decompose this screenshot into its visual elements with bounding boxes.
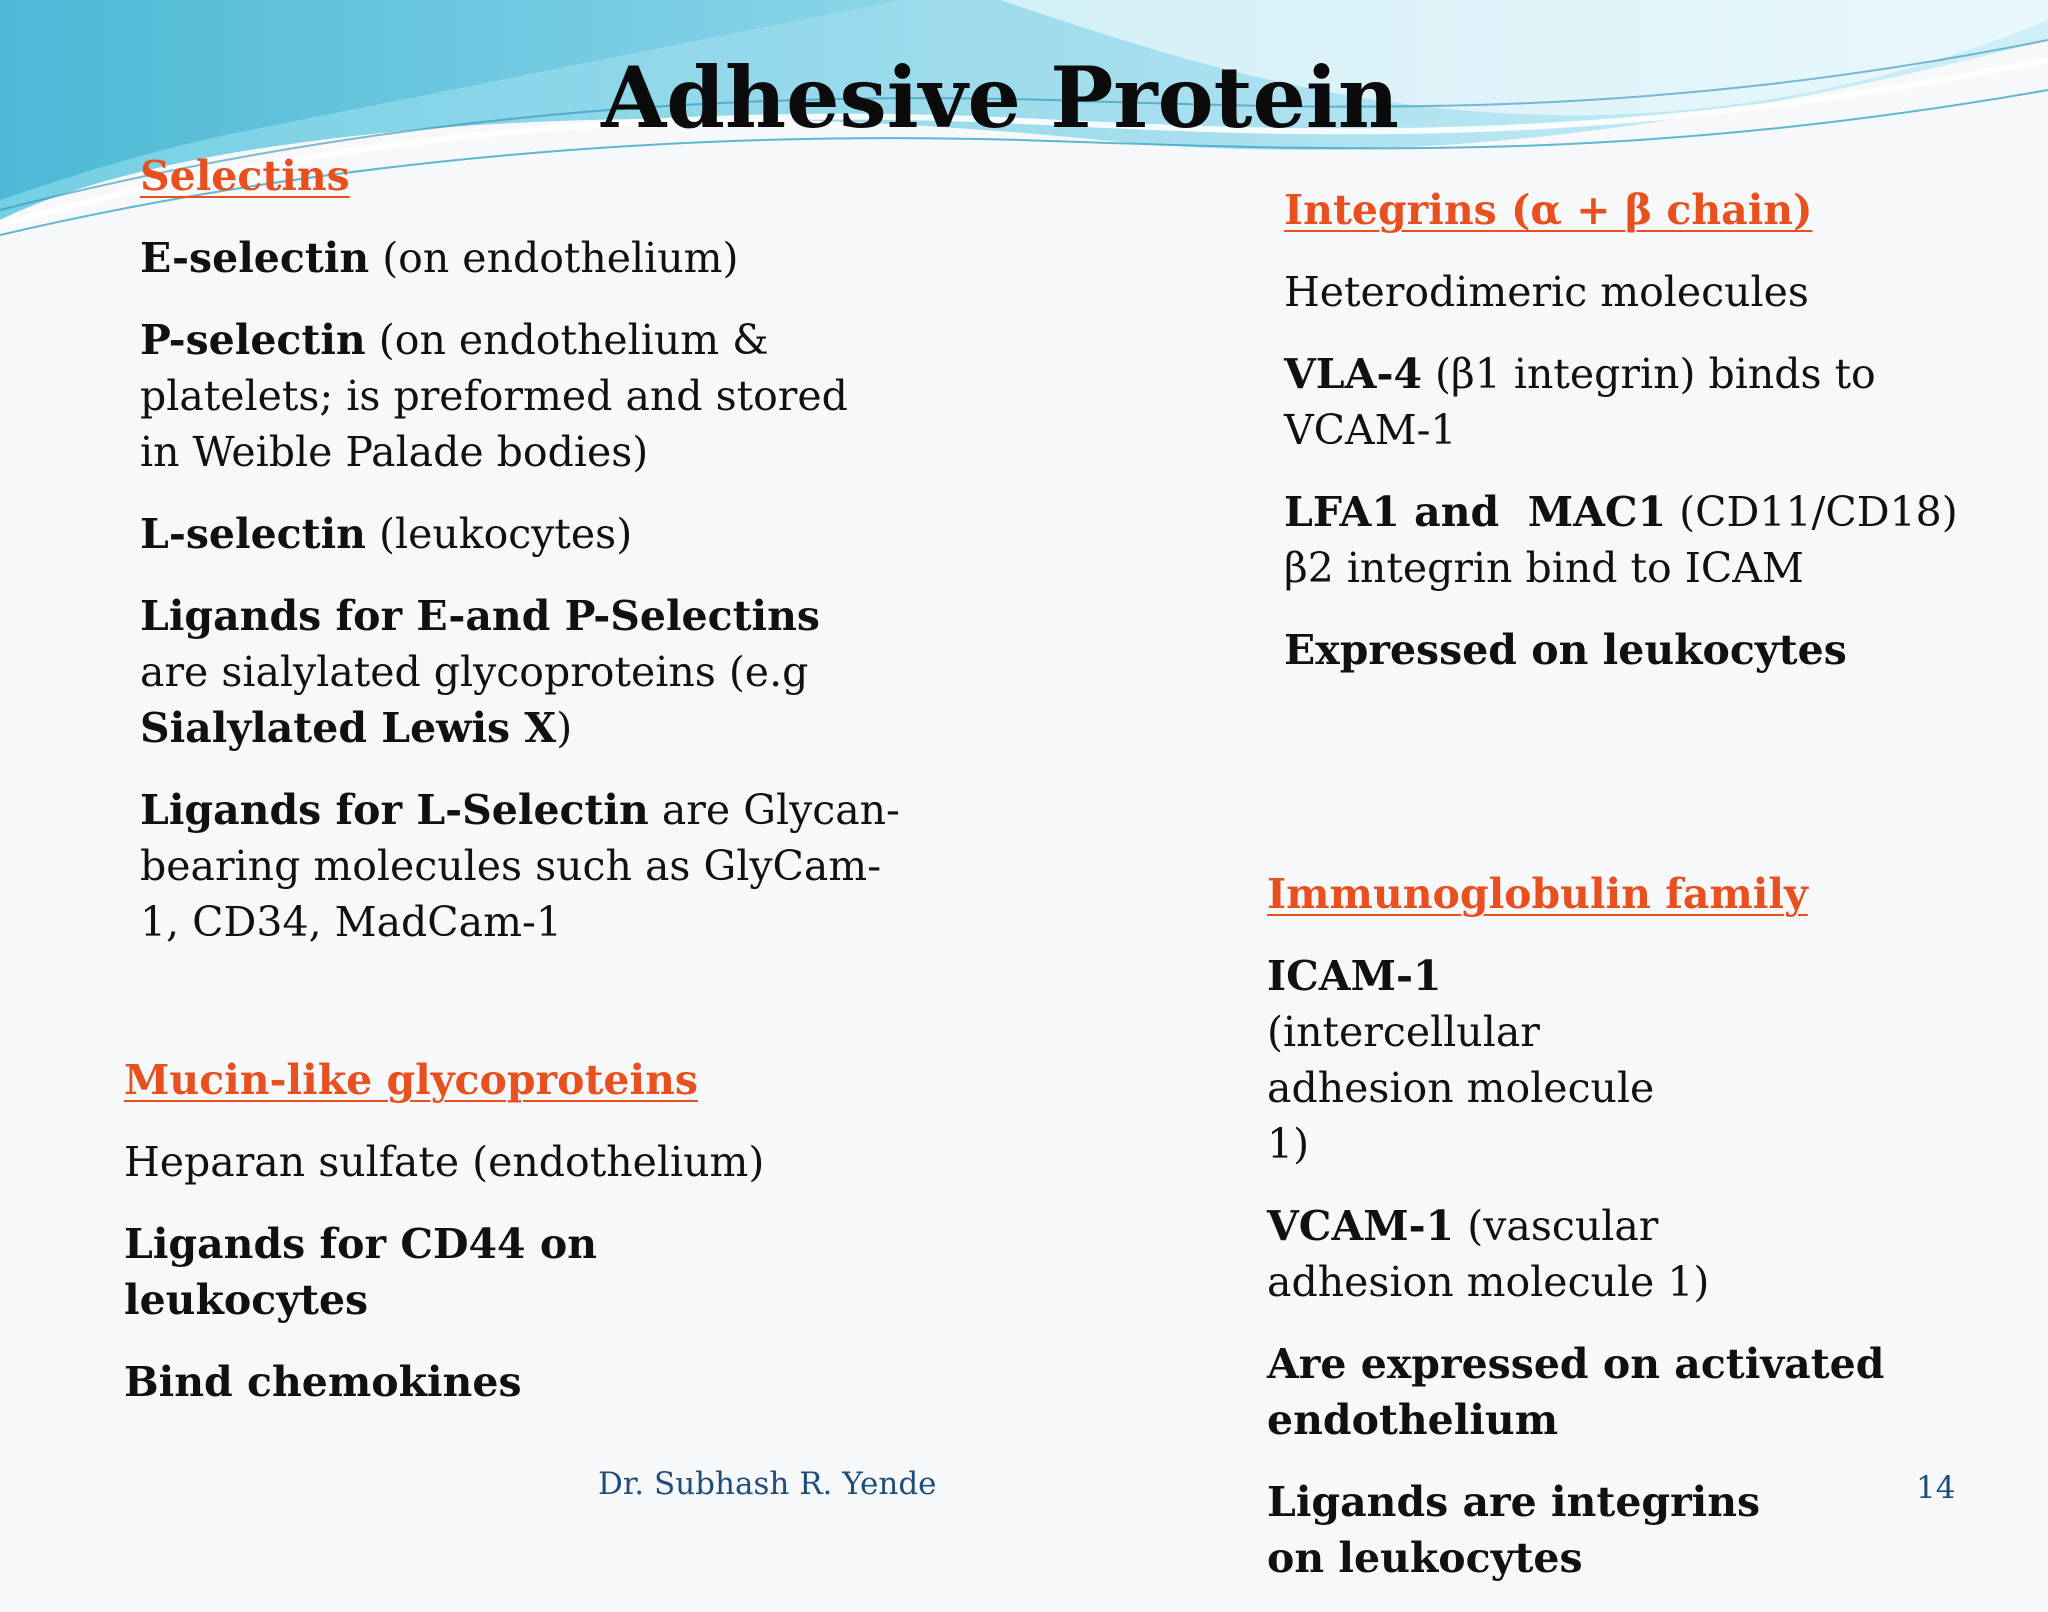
- mucin-item-cd44: [124, 1216, 604, 1328]
- immunoglobulin-item-vcam1: [1267, 1198, 1827, 1310]
- immunoglobulin-item-icam1: [1267, 948, 1707, 1172]
- integrins-section: [1284, 182, 2004, 704]
- immunoglobulin-section: [1267, 866, 1987, 1612]
- item-bold-text: E-selectin: [140, 234, 370, 282]
- item-bold-text: Ligands for L-Selectin: [140, 786, 649, 834]
- mucin-heading: Mucin-like glycoproteins: [124, 1056, 698, 1104]
- item-text: (leukocytes): [365, 510, 633, 558]
- integrins-heading: Integrins (α + β chain): [1284, 186, 1813, 234]
- selectins-item-ligands-l: [140, 782, 900, 950]
- item-text: (on endothelium): [369, 234, 739, 282]
- selectins-item-e-selectin: [140, 230, 900, 286]
- item-bold-text: Expressed on leukocytes: [1284, 626, 1847, 674]
- item-text: (CD11/CD18) β2 integrin bind to ICAM: [1284, 488, 1958, 592]
- integrins-item-expressed: [1284, 622, 2004, 678]
- selectins-item-p-selectin: [140, 312, 900, 480]
- item-bold-text: Are expressed on activated endothelium: [1267, 1340, 1885, 1444]
- selectins-item-ligands-ep: [140, 588, 900, 756]
- item-text: (on endothelium & platelets; is preformed and stored in Weible Palade bodies): [140, 316, 848, 476]
- mucin-item-chemokines: [124, 1354, 884, 1410]
- immunoglobulin-item-ligands: [1267, 1474, 1827, 1586]
- item-bold-text-2: Sialylated Lewis X: [140, 704, 557, 752]
- slide-title: Adhesive Protein: [601, 48, 1399, 147]
- item-text: (β1 integrin) binds to VCAM-1: [1284, 350, 1876, 454]
- integrins-item-lfa1-mac1: [1284, 484, 2004, 596]
- item-bold-text: VCAM-1: [1267, 1202, 1455, 1250]
- page-number: 14: [1916, 1470, 1956, 1506]
- item-bold-text: Ligands for CD44 on leukocytes: [124, 1220, 598, 1324]
- item-bold-text: VLA-4: [1284, 350, 1422, 398]
- item-bold-text: ICAM-1: [1267, 952, 1442, 1000]
- item-bold-text: Bind chemokines: [124, 1358, 522, 1406]
- item-text-2: ): [556, 704, 573, 752]
- selectins-heading: Selectins: [140, 152, 350, 200]
- integrins-item-heterodimeric: [1284, 264, 2004, 320]
- selectins-section: [140, 148, 900, 976]
- integrins-item-vla4: [1284, 346, 2004, 458]
- item-bold-text: LFA1 and MAC1: [1284, 488, 1667, 536]
- immunoglobulin-item-activated: [1267, 1336, 1907, 1448]
- item-text: (vascular adhesion molecule 1): [1267, 1202, 1710, 1306]
- immunoglobulin-heading: Immunoglobulin family: [1267, 870, 1808, 918]
- footer-author: Dr. Subhash R. Yende: [598, 1466, 937, 1502]
- item-text: Heterodimeric molecules: [1284, 268, 1809, 316]
- item-text: are sialylated glycoproteins (e.g: [140, 648, 809, 696]
- item-text: Heparan sulfate (endothelium): [124, 1138, 765, 1186]
- item-bold-text: Ligands are integrins on leukocytes: [1267, 1478, 1761, 1582]
- item-bold-text: L-selectin: [140, 510, 366, 558]
- mucin-item-heparan: [124, 1134, 884, 1190]
- item-bold-text: P-selectin: [140, 316, 366, 364]
- selectins-item-l-selectin: [140, 506, 900, 562]
- item-text: are Glycan-bearing molecules such as GlyCam-1, CD34, MadCam-1: [140, 786, 900, 946]
- mucin-section: [124, 1052, 884, 1436]
- item-bold-text: Ligands for E-and P-Selectins: [140, 592, 821, 640]
- item-text: (intercellular adhesion molecule 1): [1267, 1008, 1655, 1168]
